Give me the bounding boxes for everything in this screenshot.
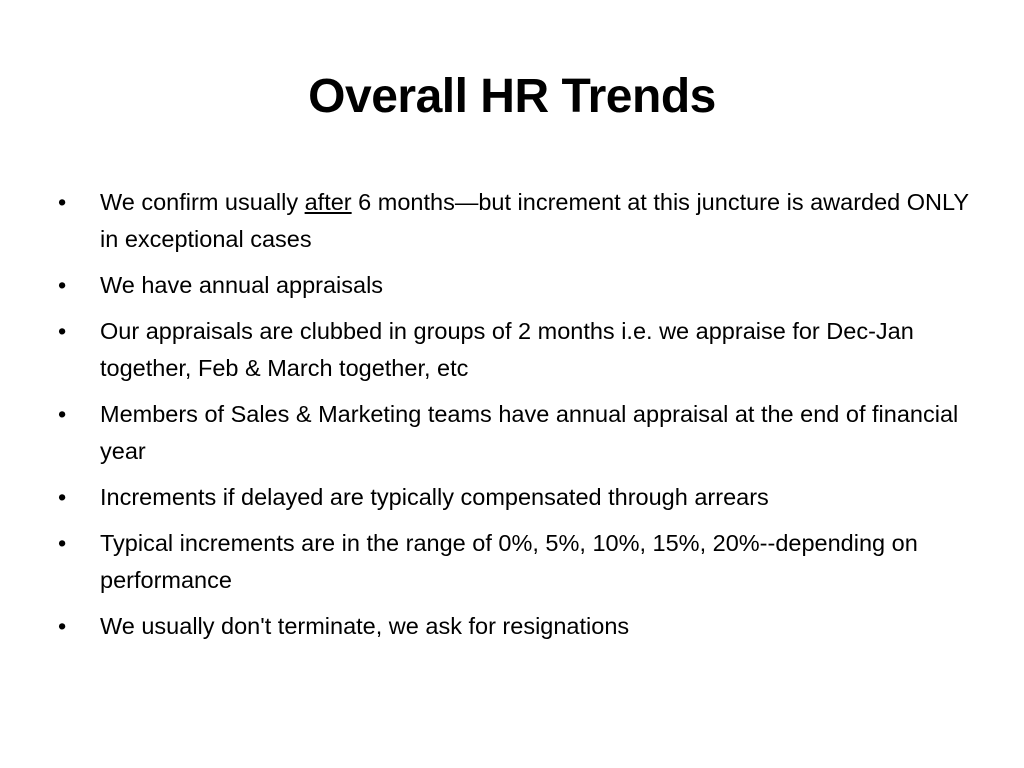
bullet-text: Members of Sales & Marketing teams have annual appraisal at the end of financial year [100,401,959,464]
bullet-text: We usually don't terminate, we ask for resignations [100,613,630,639]
bullet-item [58,184,988,258]
bullet-item [58,396,988,470]
bullet-item [58,608,988,645]
bullet-icon: • [58,189,67,215]
bullet-text-start: We confirm usually [100,189,305,215]
bullet-item [58,479,988,516]
bullet-item [58,525,988,599]
bullet-text: We have annual appraisals [100,272,384,298]
slide-title: Overall HR Trends [308,70,716,123]
bullet-icon: • [58,401,67,427]
bullet-icon: • [58,613,67,639]
bullet-icon: • [58,530,67,556]
bullet-icon: • [58,484,67,510]
bullet-icon: • [58,318,67,344]
bullet-text: Typical increments are in the range of 0%, 5%, 10%, 15%, 20%--depending on performance [100,530,918,593]
bullet-item [58,313,988,387]
bullet-text: Our appraisals are clubbed in groups of 2 months i.e. we appraise for Dec-Jan together, Feb & March together, etc [100,318,914,381]
underlined-word: after [304,189,352,215]
bullet-text: Increments if delayed are typically compensated through arrears [100,484,769,510]
bullet-list [58,184,988,654]
bullet-icon: • [58,272,67,298]
bullet-text-end: 6 months—but increment at this juncture is awarded ONLY in exceptional cases [100,189,969,252]
bullet-item [58,267,988,304]
